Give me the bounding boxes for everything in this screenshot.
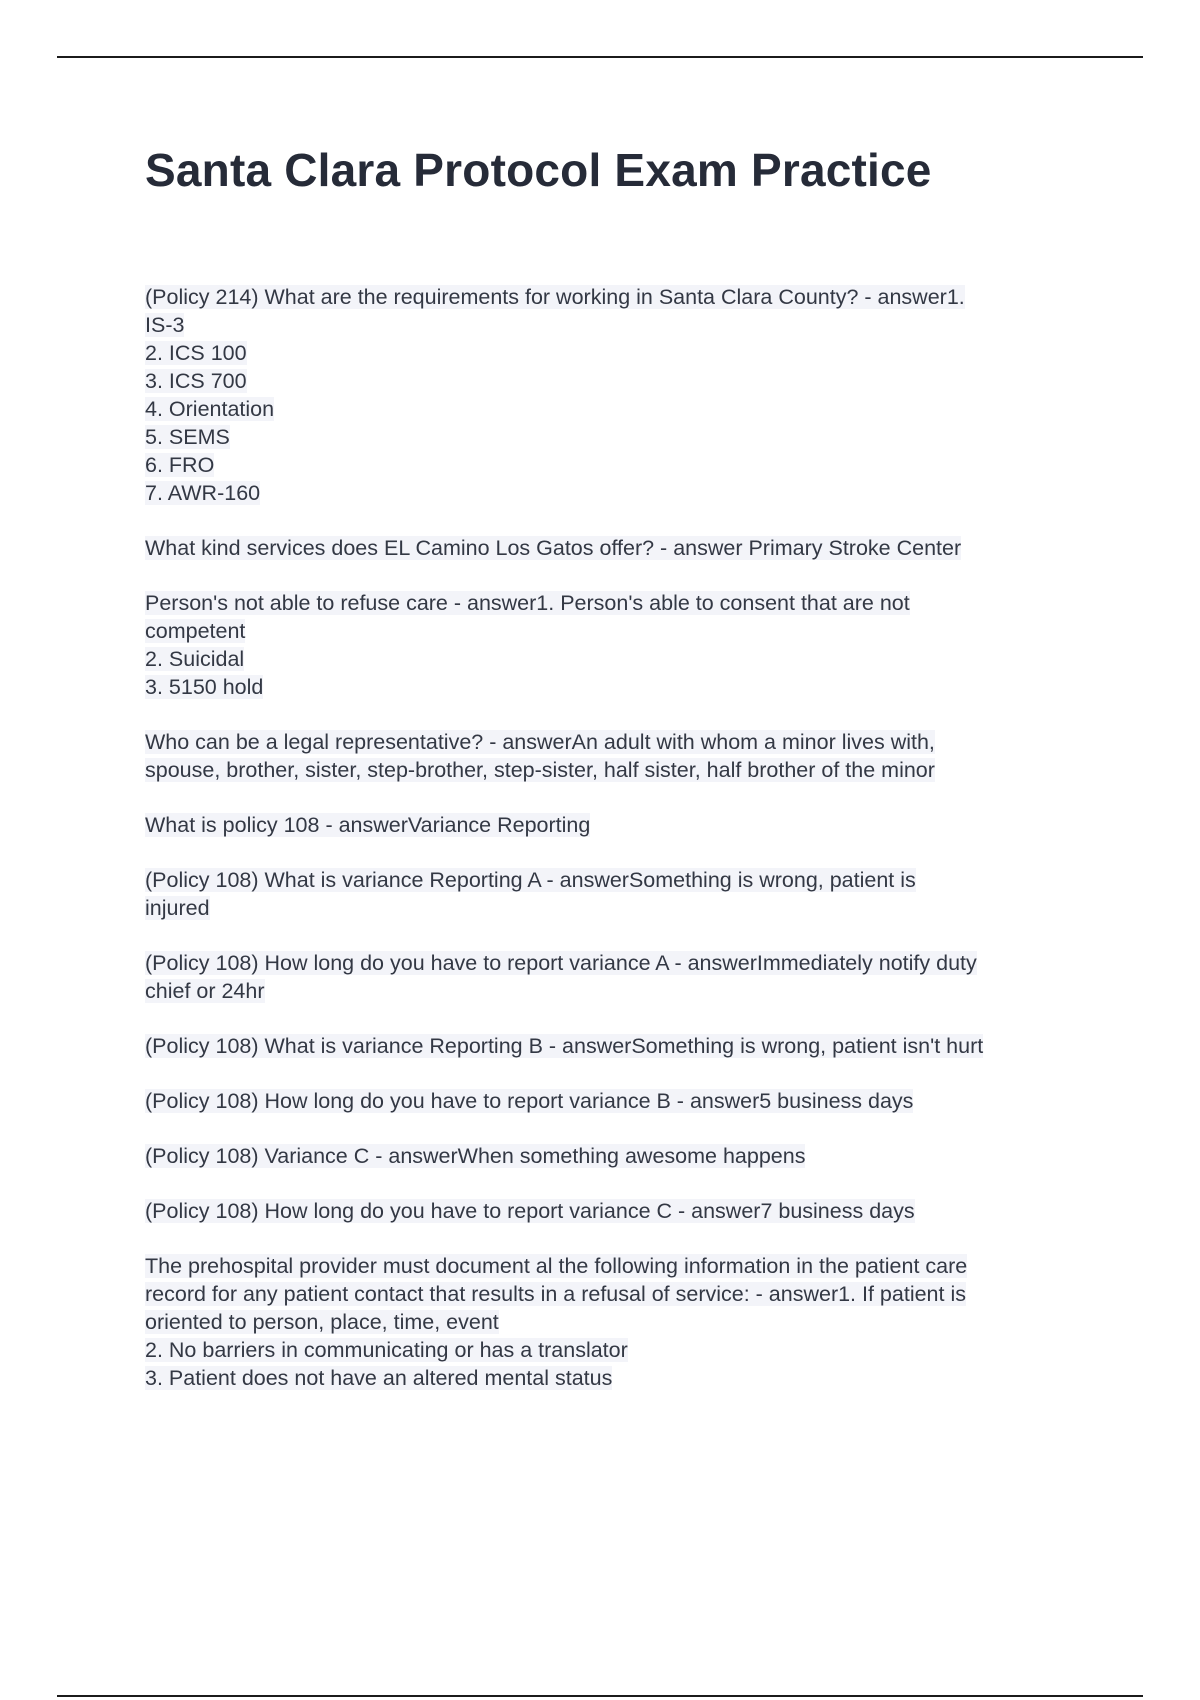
qa-line-text: (Policy 108) What is variance Reporting B - answerSomething is wrong, patient isn't hurt xyxy=(145,1034,984,1058)
qa-line-text: Person's not able to refuse care - answer1. Person's able to consent that are not xyxy=(145,591,910,615)
qa-entry xyxy=(145,811,1090,839)
qa-entry xyxy=(145,1142,1090,1170)
qa-line xyxy=(145,617,1090,645)
qa-entry xyxy=(145,949,1090,1005)
qa-line-text: 2. No barriers in communicating or has a translator xyxy=(145,1338,628,1362)
qa-line-text: 3. 5150 hold xyxy=(145,675,264,699)
qa-line-text: 3. ICS 700 xyxy=(145,369,247,393)
qa-line xyxy=(145,311,1090,339)
qa-entry xyxy=(145,283,1090,507)
qa-line xyxy=(145,1336,1090,1364)
qa-line xyxy=(145,1280,1090,1308)
qa-line xyxy=(145,451,1090,479)
qa-line-text: record for any patient contact that results in a refusal of service: - answer1. If patient is xyxy=(145,1282,966,1306)
qa-line-text: IS-3 xyxy=(145,313,185,337)
qa-line xyxy=(145,339,1090,367)
qa-line xyxy=(145,1142,1090,1170)
qa-line-text: 4. Orientation xyxy=(145,397,275,421)
qa-line xyxy=(145,1308,1090,1336)
qa-line xyxy=(145,589,1090,617)
qa-line xyxy=(145,673,1090,701)
qa-line-text: 6. FRO xyxy=(145,453,215,477)
qa-line xyxy=(145,866,1090,894)
qa-line xyxy=(145,1364,1090,1392)
qa-line xyxy=(145,811,1090,839)
qa-line-text: 3. Patient does not have an altered mental status xyxy=(145,1366,613,1390)
qa-line-text: (Policy 108) Variance C - answerWhen something awesome happens xyxy=(145,1144,806,1168)
qa-line xyxy=(145,1252,1090,1280)
qa-list xyxy=(145,283,1090,1419)
qa-line xyxy=(145,479,1090,507)
qa-line xyxy=(145,894,1090,922)
qa-line-text: chief or 24hr xyxy=(145,979,265,1003)
qa-line xyxy=(145,645,1090,673)
qa-entry xyxy=(145,728,1090,784)
qa-line-text: 7. AWR-160 xyxy=(145,481,261,505)
qa-line xyxy=(145,728,1090,756)
qa-line xyxy=(145,534,1090,562)
qa-line-text: (Policy 108) What is variance Reporting A - answerSomething is wrong, patient is xyxy=(145,868,916,892)
qa-entry xyxy=(145,1032,1090,1060)
qa-line-text: 5. SEMS xyxy=(145,425,230,449)
qa-line-text: What is policy 108 - answerVariance Reporting xyxy=(145,813,591,837)
qa-line xyxy=(145,756,1090,784)
qa-line-text: competent xyxy=(145,619,246,643)
qa-line xyxy=(145,423,1090,451)
qa-line-text: What kind services does EL Camino Los Gatos offer? - answer Primary Stroke Center xyxy=(145,536,962,560)
qa-line-text: oriented to person, place, time, event xyxy=(145,1310,499,1334)
qa-entry xyxy=(145,1087,1090,1115)
bottom-divider xyxy=(57,1695,1143,1697)
qa-line-text: 2. Suicidal xyxy=(145,647,245,671)
qa-entry xyxy=(145,534,1090,562)
qa-entry xyxy=(145,589,1090,701)
qa-entry xyxy=(145,866,1090,922)
qa-line xyxy=(145,367,1090,395)
qa-line-text: The prehospital provider must document al the following information in the patient care xyxy=(145,1254,968,1278)
qa-line xyxy=(145,949,1090,977)
qa-line-text: spouse, brother, sister, step-brother, step-sister, half sister, half brother of the minor xyxy=(145,758,935,782)
qa-line xyxy=(145,1032,1090,1060)
qa-line xyxy=(145,395,1090,423)
qa-line-text: injured xyxy=(145,896,210,920)
qa-line-text: (Policy 108) How long do you have to report variance A - answerImmediately notify duty xyxy=(145,951,977,975)
qa-line-text: Who can be a legal representative? - answerAn adult with whom a minor lives with, xyxy=(145,730,935,754)
qa-line xyxy=(145,283,1090,311)
qa-line-text: (Policy 108) How long do you have to report variance B - answer5 business days xyxy=(145,1089,914,1113)
qa-line-text: (Policy 214) What are the requirements for working in Santa Clara County? - answer1. xyxy=(145,285,965,309)
qa-line xyxy=(145,977,1090,1005)
top-divider xyxy=(57,56,1143,58)
qa-line-text: (Policy 108) How long do you have to report variance C - answer7 business days xyxy=(145,1199,915,1223)
qa-line xyxy=(145,1197,1090,1225)
qa-entry xyxy=(145,1252,1090,1392)
qa-line xyxy=(145,1087,1090,1115)
qa-line-text: 2. ICS 100 xyxy=(145,341,247,365)
qa-entry xyxy=(145,1197,1090,1225)
page-title: Santa Clara Protocol Exam Practice xyxy=(145,144,932,196)
